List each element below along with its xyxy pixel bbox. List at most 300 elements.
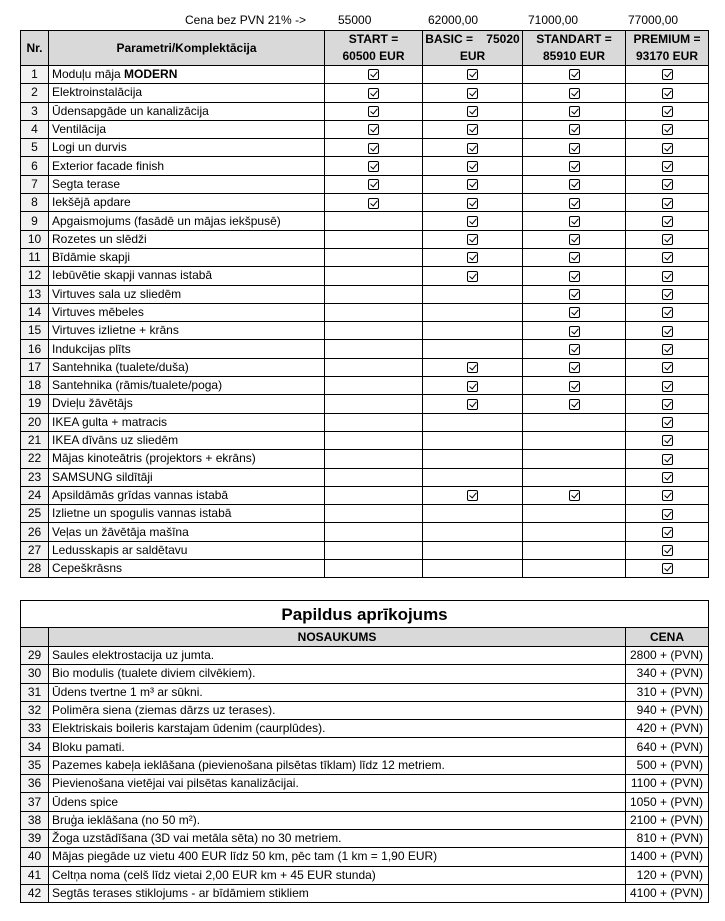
row-parameter: Segta terase [49,175,325,193]
row-number: 33 [21,720,49,738]
check-cell-start [325,541,423,559]
check-cell-premium [626,322,709,340]
checkbox-checked-icon [662,454,673,465]
row-number: 23 [21,468,49,486]
checkbox-checked-icon [569,234,580,245]
row-equipment-name: Polimēra siena (ziemas dārzs uz terases). [49,701,626,719]
check-cell-basic [423,139,523,157]
row-price: 120 + (PVN) [626,866,709,884]
check-cell-premium [626,102,709,120]
row-equipment-name: Žoga uzstādīšana (3D vai metāla sēta) no 30 metriem. [49,829,626,847]
checkbox-checked-icon [662,198,673,209]
check-cell-basic [423,560,523,578]
row-price: 500 + (PVN) [626,756,709,774]
check-cell-start [325,157,423,175]
row-number: 30 [21,665,49,683]
row-parameter: Indukcijas plīts [49,340,325,358]
row-number: 19 [21,395,49,413]
check-cell-premium [626,431,709,449]
row-number: 40 [21,848,49,866]
row-parameter: Moduļu māja MODERN [49,66,325,84]
checkbox-checked-icon [662,69,673,80]
check-cell-premium [626,523,709,541]
checkbox-checked-icon [368,106,379,117]
checkbox-checked-icon [569,69,580,80]
row-number: 7 [21,175,49,193]
row-parameter: Virtuves sala uz sliedēm [49,285,325,303]
row-number: 3 [21,102,49,120]
row-parameter: Ūdensapgāde un kanalizācija [49,102,325,120]
check-cell-standart [523,175,626,193]
row-parameter: IKEA gulta + matracis [49,413,325,431]
row-number: 10 [21,230,49,248]
check-cell-start [325,175,423,193]
row-price: 310 + (PVN) [626,683,709,701]
row-parameter: Exterior facade finish [49,157,325,175]
checkbox-checked-icon [467,106,478,117]
checkbox-checked-icon [662,106,673,117]
row-equipment-name: Segtās terases stiklojums - ar bīdāmiem stikliem [49,884,626,902]
check-cell-premium [626,450,709,468]
row-number: 39 [21,829,49,847]
table-row [21,720,709,738]
table-row [21,884,709,902]
row-price: 2800 + (PVN) [626,647,709,665]
checkbox-checked-icon [569,252,580,263]
row-price: 4100 + (PVN) [626,884,709,902]
row-number: 41 [21,866,49,884]
table-row [21,665,709,683]
checkbox-checked-icon [467,179,478,190]
table-row [21,450,709,468]
check-cell-basic [423,120,523,138]
row-number: 2 [21,84,49,102]
check-cell-start [325,486,423,504]
checkbox-checked-icon [662,563,673,574]
table-row [21,230,709,248]
extra-header-price: CENA [626,628,709,647]
check-cell-start [325,248,423,266]
check-cell-premium [626,285,709,303]
check-cell-premium [626,194,709,212]
table-row [21,194,709,212]
checkbox-checked-icon [662,289,673,300]
checkbox-checked-icon [569,106,580,117]
checkbox-checked-icon [569,161,580,172]
row-number: 12 [21,267,49,285]
row-price: 1400 + (PVN) [626,848,709,866]
checkbox-checked-icon [569,490,580,501]
table-row [21,829,709,847]
row-number: 28 [21,560,49,578]
checkbox-checked-icon [467,271,478,282]
checkbox-checked-icon [467,124,478,135]
row-number: 21 [21,431,49,449]
table-row [21,358,709,376]
checkbox-checked-icon [569,88,580,99]
checkbox-checked-icon [467,69,478,80]
check-cell-start [325,285,423,303]
check-cell-start [325,120,423,138]
check-cell-basic [423,395,523,413]
checkbox-checked-icon [467,216,478,227]
checkbox-checked-icon [662,435,673,446]
check-cell-start [325,66,423,84]
checkbox-checked-icon [467,161,478,172]
check-cell-start [325,468,423,486]
row-equipment-name: Ūdens spice [49,793,626,811]
row-number: 4 [21,120,49,138]
price-basic: 62000,00 [428,13,479,27]
check-cell-premium [626,157,709,175]
row-price: 2100 + (PVN) [626,811,709,829]
row-parameter: Santehnika (rāmis/tualete/poga) [49,377,325,395]
check-cell-premium [626,139,709,157]
checkbox-checked-icon [569,289,580,300]
row-number: 24 [21,486,49,504]
table-row [21,560,709,578]
checkbox-checked-icon [662,234,673,245]
row-equipment-name: Saules elektrostacija uz jumta. [49,647,626,665]
table-row [21,66,709,84]
table-row [21,848,709,866]
row-parameter: Bīdāmie skapji [49,248,325,266]
check-cell-start [325,230,423,248]
table-row [21,756,709,774]
check-cell-standart [523,468,626,486]
check-cell-premium [626,120,709,138]
row-parameter: Logi un durvis [49,139,325,157]
checkbox-checked-icon [569,326,580,337]
check-cell-basic [423,303,523,321]
checkbox-checked-icon [662,490,673,501]
check-cell-basic [423,248,523,266]
row-number: 16 [21,340,49,358]
row-price: 420 + (PVN) [626,720,709,738]
check-cell-standart [523,377,626,395]
table-row [21,431,709,449]
check-cell-standart [523,431,626,449]
check-cell-basic [423,431,523,449]
row-number: 37 [21,793,49,811]
row-number: 34 [21,738,49,756]
checkbox-checked-icon [467,381,478,392]
row-parameter: Virtuves mēbeles [49,303,325,321]
check-cell-start [325,322,423,340]
checkbox-checked-icon [662,545,673,556]
row-price: 640 + (PVN) [626,738,709,756]
table-row [21,175,709,193]
checkbox-checked-icon [662,143,673,154]
checkbox-checked-icon [662,527,673,538]
checkbox-checked-icon [662,509,673,520]
checkbox-checked-icon [467,88,478,99]
extra-header-name: NOSAUKUMS [49,628,626,647]
check-cell-standart [523,157,626,175]
row-parameter: Dvieļu žāvētājs [49,395,325,413]
check-cell-basic [423,413,523,431]
check-cell-standart [523,523,626,541]
check-cell-premium [626,212,709,230]
table-row [21,212,709,230]
row-parameter: Apgaismojums (fasādē un mājas iekšpusē) [49,212,325,230]
checkbox-checked-icon [467,198,478,209]
check-cell-premium [626,468,709,486]
check-cell-start [325,450,423,468]
check-cell-start [325,303,423,321]
row-parameter: Cepeškrāsns [49,560,325,578]
checkbox-checked-icon [662,472,673,483]
checkbox-checked-icon [569,271,580,282]
checkbox-checked-icon [662,216,673,227]
table-row [21,120,709,138]
table-row [21,395,709,413]
row-parameter: Iebūvētie skapji vannas istabā [49,267,325,285]
row-equipment-name: Ūdens tvertne 1 m³ ar sūkni. [49,683,626,701]
checkbox-checked-icon [662,179,673,190]
price-label: Cena bez PVN 21% -> [185,13,307,27]
price-start: 55000 [338,13,372,27]
check-cell-standart [523,340,626,358]
header-nr: Nr. [21,31,49,66]
check-cell-start [325,102,423,120]
table-row [21,738,709,756]
table-row [21,340,709,358]
check-cell-standart [523,285,626,303]
check-cell-standart [523,139,626,157]
check-cell-start [325,505,423,523]
row-number: 35 [21,756,49,774]
checkbox-checked-icon [368,143,379,154]
table-header-row [21,31,709,66]
row-price: 940 + (PVN) [626,701,709,719]
extra-header-row [21,628,709,647]
table-row [21,811,709,829]
check-cell-start [325,340,423,358]
table-row [21,647,709,665]
extra-equipment-title: Papildus aprīkojums [21,601,709,628]
check-cell-premium [626,486,709,504]
table-row [21,505,709,523]
table-row [21,486,709,504]
table-row [21,102,709,120]
checkbox-checked-icon [569,381,580,392]
row-number: 15 [21,322,49,340]
row-number: 9 [21,212,49,230]
row-number: 31 [21,683,49,701]
checkbox-checked-icon [569,179,580,190]
checkbox-checked-icon [467,399,478,410]
check-cell-basic [423,505,523,523]
package-comparison-table [20,30,709,578]
row-parameter: SAMSUNG sildītāji [49,468,325,486]
checkbox-checked-icon [662,124,673,135]
row-number: 20 [21,413,49,431]
check-cell-premium [626,541,709,559]
check-cell-premium [626,560,709,578]
row-number: 27 [21,541,49,559]
extra-header-nr [21,628,49,647]
table-row [21,377,709,395]
check-cell-start [325,377,423,395]
checkbox-checked-icon [569,399,580,410]
table-row [21,683,709,701]
check-cell-standart [523,322,626,340]
row-parameter: Iekšējā apdare [49,194,325,212]
row-number: 32 [21,701,49,719]
check-cell-basic [423,66,523,84]
row-equipment-name: Bloku pamati. [49,738,626,756]
check-cell-basic [423,175,523,193]
header-premium: PREMIUM = 93170 EUR [626,31,709,66]
row-equipment-name: Pievienošana vietējai vai pilsētas kanalizācijai. [49,775,626,793]
check-cell-premium [626,303,709,321]
check-cell-start [325,523,423,541]
row-parameter: Santehnika (tualete/duša) [49,358,325,376]
checkbox-checked-icon [569,124,580,135]
check-cell-premium [626,340,709,358]
checkbox-checked-icon [569,198,580,209]
row-number: 18 [21,377,49,395]
table-row [21,303,709,321]
row-number: 8 [21,194,49,212]
checkbox-checked-icon [569,143,580,154]
row-number: 13 [21,285,49,303]
check-cell-standart [523,212,626,230]
check-cell-standart [523,505,626,523]
row-equipment-name: Bio modulis (tualete diviem cilvēkiem). [49,665,626,683]
row-number: 38 [21,811,49,829]
check-cell-start [325,267,423,285]
header-parameters: Parametri/Komplektācija [49,31,325,66]
checkbox-checked-icon [368,124,379,135]
table-row [21,139,709,157]
checkbox-checked-icon [368,161,379,172]
checkbox-checked-icon [662,88,673,99]
checkbox-checked-icon [569,216,580,227]
header-start: START = 60500 EUR [325,31,423,66]
table-row [21,413,709,431]
checkbox-checked-icon [467,490,478,501]
row-parameter: IKEA dīvāns uz sliedēm [49,431,325,449]
row-parameter: Mājas kinoteātris (projektors + ekrāns) [49,450,325,468]
row-parameter: Veļas un žāvētāja mašīna [49,523,325,541]
check-cell-basic [423,377,523,395]
row-parameter: Apsildāmās grīdas vannas istabā [49,486,325,504]
check-cell-premium [626,66,709,84]
check-cell-basic [423,450,523,468]
check-cell-basic [423,230,523,248]
checkbox-checked-icon [662,399,673,410]
check-cell-premium [626,248,709,266]
extra-equipment-table [20,600,709,903]
row-price: 1050 + (PVN) [626,793,709,811]
check-cell-premium [626,358,709,376]
check-cell-premium [626,267,709,285]
table-row [21,248,709,266]
row-parameter: Virtuves izlietne + krāns [49,322,325,340]
check-cell-standart [523,450,626,468]
check-cell-standart [523,486,626,504]
row-number: 29 [21,647,49,665]
check-cell-standart [523,230,626,248]
check-cell-basic [423,322,523,340]
header-basic: BASIC = 75020 EUR [423,31,523,66]
check-cell-start [325,358,423,376]
checkbox-checked-icon [569,344,580,355]
check-cell-basic [423,102,523,120]
check-cell-premium [626,230,709,248]
row-parameter: Rozetes un slēdži [49,230,325,248]
row-number: 25 [21,505,49,523]
row-price: 1100 + (PVN) [626,775,709,793]
checkbox-checked-icon [662,271,673,282]
table-row [21,157,709,175]
table-row [21,267,709,285]
checkbox-checked-icon [368,69,379,80]
row-equipment-name: Mājas piegāde uz vietu 400 EUR līdz 50 km, pēc tam (1 km = 1,90 EUR) [49,848,626,866]
checkbox-checked-icon [662,326,673,337]
row-number: 36 [21,775,49,793]
check-cell-start [325,139,423,157]
row-number: 26 [21,523,49,541]
check-cell-premium [626,84,709,102]
check-cell-basic [423,523,523,541]
check-cell-start [325,431,423,449]
checkbox-checked-icon [368,179,379,190]
check-cell-basic [423,340,523,358]
price-header-row [0,12,725,28]
checkbox-checked-icon [662,307,673,318]
checkbox-checked-icon [569,307,580,318]
row-price: 810 + (PVN) [626,829,709,847]
check-cell-standart [523,248,626,266]
table-row [21,468,709,486]
check-cell-standart [523,303,626,321]
check-cell-standart [523,194,626,212]
checkbox-checked-icon [569,362,580,373]
check-cell-basic [423,358,523,376]
check-cell-basic [423,157,523,175]
row-number: 1 [21,66,49,84]
checkbox-checked-icon [662,362,673,373]
checkbox-checked-icon [467,362,478,373]
check-cell-basic [423,468,523,486]
row-equipment-name: Celtņa noma (celš līdz vietai 2,00 EUR km + 45 EUR stunda) [49,866,626,884]
table-row [21,322,709,340]
check-cell-start [325,560,423,578]
check-cell-basic [423,212,523,230]
checkbox-checked-icon [662,344,673,355]
check-cell-premium [626,175,709,193]
check-cell-standart [523,120,626,138]
check-cell-basic [423,194,523,212]
table-row [21,84,709,102]
table-row [21,523,709,541]
table-row [21,775,709,793]
checkbox-checked-icon [662,252,673,263]
check-cell-standart [523,560,626,578]
row-number: 17 [21,358,49,376]
check-cell-start [325,395,423,413]
checkbox-checked-icon [368,88,379,99]
checkbox-checked-icon [467,234,478,245]
check-cell-standart [523,102,626,120]
check-cell-basic [423,267,523,285]
check-cell-premium [626,413,709,431]
row-number: 11 [21,248,49,266]
checkbox-checked-icon [368,198,379,209]
